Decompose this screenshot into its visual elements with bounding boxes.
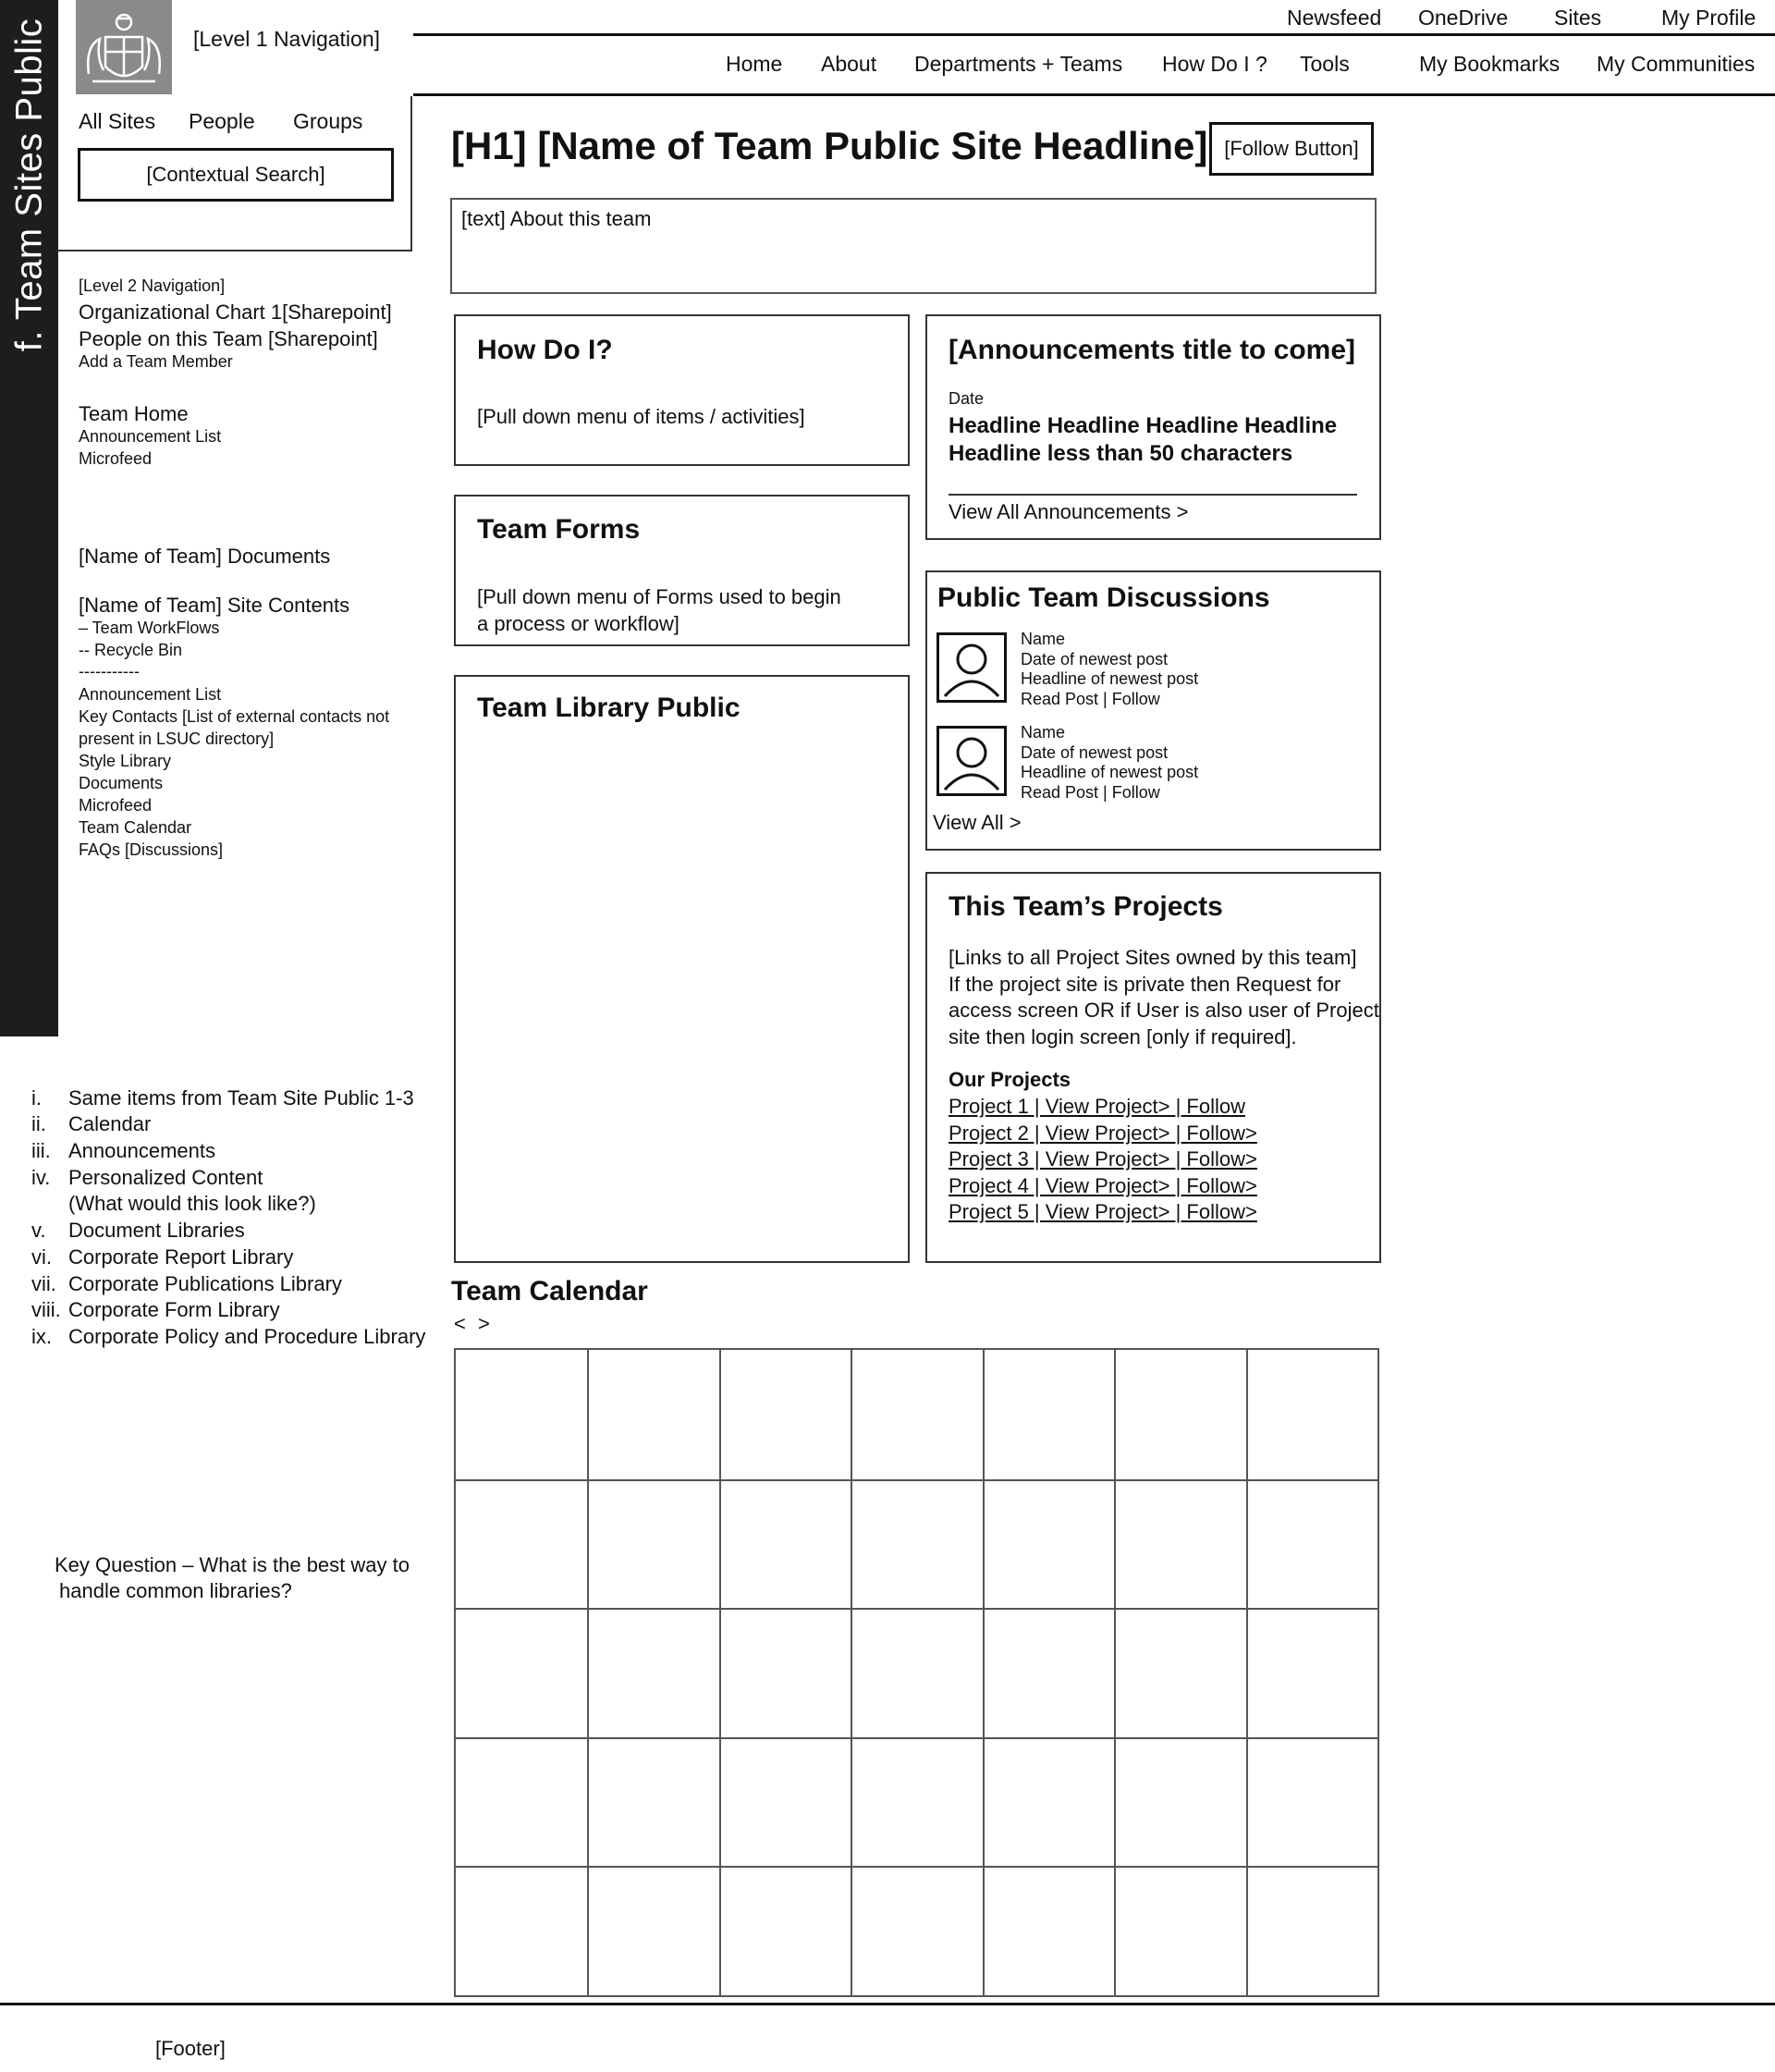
note-item: Announcements (68, 1139, 215, 1162)
nav-my-communities[interactable]: My Communities (1597, 52, 1756, 76)
user-avatar-icon (939, 729, 1004, 793)
calendar-day-cell[interactable] (719, 1737, 851, 1867)
nav-divider (413, 93, 1775, 96)
calendar-day-cell[interactable] (851, 1737, 982, 1867)
sidebar-item-site-contents[interactable]: [Name of Team] Site Contents (79, 594, 350, 617)
calendar-day-cell[interactable] (587, 1350, 718, 1479)
note-numeral: viii. (31, 1298, 61, 1321)
nav-about[interactable]: About (821, 52, 877, 76)
note-item: Corporate Form Library (68, 1298, 280, 1321)
team-forms-dropdown-continued: a process or workflow] (477, 612, 679, 635)
calendar-day-cell[interactable] (1246, 1350, 1377, 1479)
how-do-i-dropdown[interactable]: [Pull down menu of items / activities] (477, 405, 805, 428)
sidebar-item-people-on-team[interactable]: People on this Team [Sharepoint] (79, 327, 378, 350)
calendar-day-cell[interactable] (983, 1608, 1114, 1737)
follow-button[interactable]: [Follow Button] (1209, 122, 1374, 176)
contextual-search-input[interactable]: [Contextual Search] (78, 148, 394, 202)
calendar-day-cell[interactable] (587, 1479, 718, 1609)
note-item: Corporate Publications Library (68, 1272, 342, 1295)
nav-divider (413, 33, 1775, 36)
calendar-day-cell[interactable] (1246, 1608, 1377, 1737)
project-link[interactable]: Project 1 | View Project> | Follow (949, 1095, 1245, 1118)
calendar-next-button[interactable]: > (478, 1312, 490, 1335)
announcements-title: [Announcements title to come] (949, 335, 1356, 365)
calendar-day-cell[interactable] (719, 1608, 851, 1737)
calendar-day-cell[interactable] (1114, 1608, 1245, 1737)
key-question: handle common libraries? (59, 1579, 292, 1602)
post-actions[interactable]: Read Post | Follow (1021, 690, 1160, 708)
avatar (936, 632, 1007, 703)
nav-departments-teams[interactable]: Departments + Teams (914, 52, 1123, 76)
note-item: Same items from Team Site Public 1-3 (68, 1086, 414, 1110)
calendar-day-cell[interactable] (1246, 1866, 1377, 1995)
project-link[interactable]: Project 2 | View Project> | Follow> (949, 1122, 1257, 1145)
sidebar-subitem[interactable]: Style Library (79, 752, 172, 770)
sidebar-separator: ----------- (79, 662, 140, 680)
crest-logo-icon[interactable] (76, 0, 172, 94)
sidebar-subitem-continued: present in LSUC directory] (79, 729, 275, 748)
note-item: (What would this look like?) (68, 1192, 316, 1215)
key-question: Key Question – What is the best way to (55, 1553, 410, 1576)
sidebar-subitem[interactable]: – Team WorkFlows (79, 619, 220, 637)
tab-groups[interactable]: Groups (293, 109, 363, 133)
nav-how-do-i[interactable]: How Do I ? (1162, 52, 1267, 76)
sidebar-item-add-member[interactable]: Add a Team Member (79, 352, 233, 371)
sidebar-subitem[interactable]: Team Calendar (79, 818, 192, 837)
projects-description: site then login screen [only if required]. (949, 1025, 1297, 1048)
note-item: Corporate Policy and Procedure Library (68, 1325, 426, 1348)
sidebar-item-announcement-list[interactable]: Announcement List (79, 427, 222, 446)
note-item: Personalized Content (68, 1166, 263, 1189)
calendar-day-cell[interactable] (587, 1737, 718, 1867)
sidebar-item-documents[interactable]: [Name of Team] Documents (79, 545, 331, 568)
view-all-discussions-link[interactable]: View All > (933, 811, 1022, 834)
calendar-day-cell[interactable] (1114, 1866, 1245, 1995)
calendar-day-cell[interactable] (1246, 1737, 1377, 1867)
calendar-day-cell[interactable] (983, 1350, 1114, 1479)
banner-title: f. Team Sites Public (8, 18, 49, 352)
level2-navigation-label: [Level 2 Navigation] (79, 276, 226, 295)
calendar-day-cell[interactable] (983, 1479, 1114, 1609)
avatar (936, 726, 1007, 796)
user-avatar-icon (939, 635, 1004, 700)
calendar-day-cell[interactable] (1246, 1479, 1377, 1609)
note-numeral: vii. (31, 1272, 56, 1295)
calendar-day-cell[interactable] (851, 1608, 982, 1737)
note-numeral: i. (31, 1086, 42, 1110)
calendar-day-cell[interactable] (983, 1737, 1114, 1867)
nav-sites[interactable]: Sites (1554, 6, 1602, 30)
footer-divider (0, 2003, 1775, 2005)
projects-title: This Team’s Projects (949, 891, 1223, 922)
project-link[interactable]: Project 4 | View Project> | Follow> (949, 1174, 1257, 1197)
nav-home[interactable]: Home (726, 52, 783, 76)
calendar-day-cell[interactable] (851, 1866, 982, 1995)
post-author: Name (1021, 723, 1066, 742)
nav-my-profile[interactable]: My Profile (1661, 6, 1757, 30)
note-numeral: ii. (31, 1112, 46, 1135)
page-title: [H1] [Name of Team Public Site Headline] (451, 124, 1208, 167)
tab-people[interactable]: People (189, 109, 255, 133)
calendar-day-cell[interactable] (851, 1479, 982, 1609)
calendar-day-cell[interactable] (719, 1479, 851, 1609)
projects-description: [Links to all Project Sites owned by this team] (949, 946, 1357, 969)
sidebar-subitem[interactable]: Documents (79, 774, 164, 792)
view-all-announcements-link[interactable]: View All Announcements > (949, 500, 1189, 523)
note-numeral: v. (31, 1219, 46, 1242)
our-projects-heading: Our Projects (949, 1068, 1071, 1091)
calendar-title: Team Calendar (451, 1276, 648, 1306)
team-forms-dropdown[interactable]: [Pull down menu of Forms used to begin (477, 585, 841, 608)
nav-my-bookmarks[interactable]: My Bookmarks (1419, 52, 1561, 76)
post-author: Name (1021, 630, 1066, 648)
note-item: Document Libraries (68, 1219, 245, 1242)
nav-newsfeed[interactable]: Newsfeed (1287, 6, 1382, 30)
calendar-day-cell[interactable] (719, 1350, 851, 1479)
calendar-day-cell[interactable] (456, 1866, 587, 1995)
announcement-headline-continued[interactable]: Headline less than 50 characters (949, 441, 1293, 466)
projects-description: If the project site is private then Request for (949, 973, 1341, 996)
nav-tools[interactable]: Tools (1300, 52, 1350, 76)
how-do-i-title: How Do I? (477, 335, 613, 365)
post-headline[interactable]: Headline of newest post (1021, 669, 1199, 688)
discussions-title: Public Team Discussions (937, 582, 1270, 613)
calendar-prev-button[interactable]: < (454, 1312, 466, 1335)
about-team-text (450, 198, 1377, 294)
calendar-day-cell[interactable] (587, 1608, 718, 1737)
post-date: Date of newest post (1021, 743, 1169, 762)
sidebar-item-org-chart[interactable]: Organizational Chart 1[Sharepoint] (79, 300, 392, 324)
note-item: Calendar (68, 1112, 152, 1135)
calendar-day-cell[interactable] (456, 1737, 587, 1867)
team-forms-title: Team Forms (477, 514, 641, 545)
calendar-day-cell[interactable] (1114, 1737, 1245, 1867)
tab-all-sites[interactable]: All Sites (79, 109, 156, 133)
calendar-grid (454, 1348, 1379, 1997)
note-numeral: iii. (31, 1139, 51, 1162)
calendar-day-cell[interactable] (719, 1866, 851, 1995)
calendar-day-cell[interactable] (456, 1608, 587, 1737)
vertical-banner (0, 0, 58, 1036)
calendar-day-cell[interactable] (587, 1866, 718, 1995)
sidebar-item-microfeed[interactable]: Microfeed (79, 449, 153, 468)
sidebar-subitem[interactable]: Key Contacts [List of external contacts not (79, 707, 390, 726)
footer: [Footer] (155, 2037, 226, 2060)
level1-navigation-label: [Level 1 Navigation] (193, 27, 381, 51)
project-link[interactable]: Project 5 | View Project> | Follow> (949, 1200, 1257, 1223)
announcement-date: Date (949, 389, 985, 408)
announcement-headline[interactable]: Headline Headline Headline Headline (949, 413, 1338, 438)
calendar-day-cell[interactable] (1114, 1350, 1245, 1479)
sidebar-subitem[interactable]: -- Recycle Bin (79, 641, 183, 659)
sidebar-item-team-home[interactable]: Team Home (79, 402, 189, 425)
note-item: Corporate Report Library (68, 1245, 294, 1269)
team-library-title: Team Library Public (477, 693, 741, 723)
note-numeral: vi. (31, 1245, 52, 1269)
announcement-divider (949, 494, 1357, 496)
project-link[interactable]: Project 3 | View Project> | Follow> (949, 1147, 1257, 1171)
note-numeral: iv. (31, 1166, 51, 1189)
projects-description: access screen OR if User is also user of Project (949, 999, 1379, 1022)
note-numeral: ix. (31, 1325, 52, 1348)
calendar-day-cell[interactable] (983, 1866, 1114, 1995)
post-date: Date of newest post (1021, 650, 1169, 668)
about-text: [text] About this team (461, 207, 652, 230)
team-library-card (454, 675, 910, 1263)
calendar-day-cell[interactable] (1114, 1479, 1245, 1609)
calendar-day-cell[interactable] (456, 1350, 587, 1479)
calendar-day-cell[interactable] (851, 1350, 982, 1479)
sidebar-subitem[interactable]: Microfeed (79, 796, 153, 815)
post-headline[interactable]: Headline of newest post (1021, 763, 1199, 781)
nav-onedrive[interactable]: OneDrive (1418, 6, 1509, 30)
post-actions[interactable]: Read Post | Follow (1021, 783, 1160, 802)
calendar-day-cell[interactable] (456, 1479, 587, 1609)
sidebar-subitem[interactable]: Announcement List (79, 685, 222, 704)
sidebar-subitem[interactable]: FAQs [Discussions] (79, 840, 224, 859)
